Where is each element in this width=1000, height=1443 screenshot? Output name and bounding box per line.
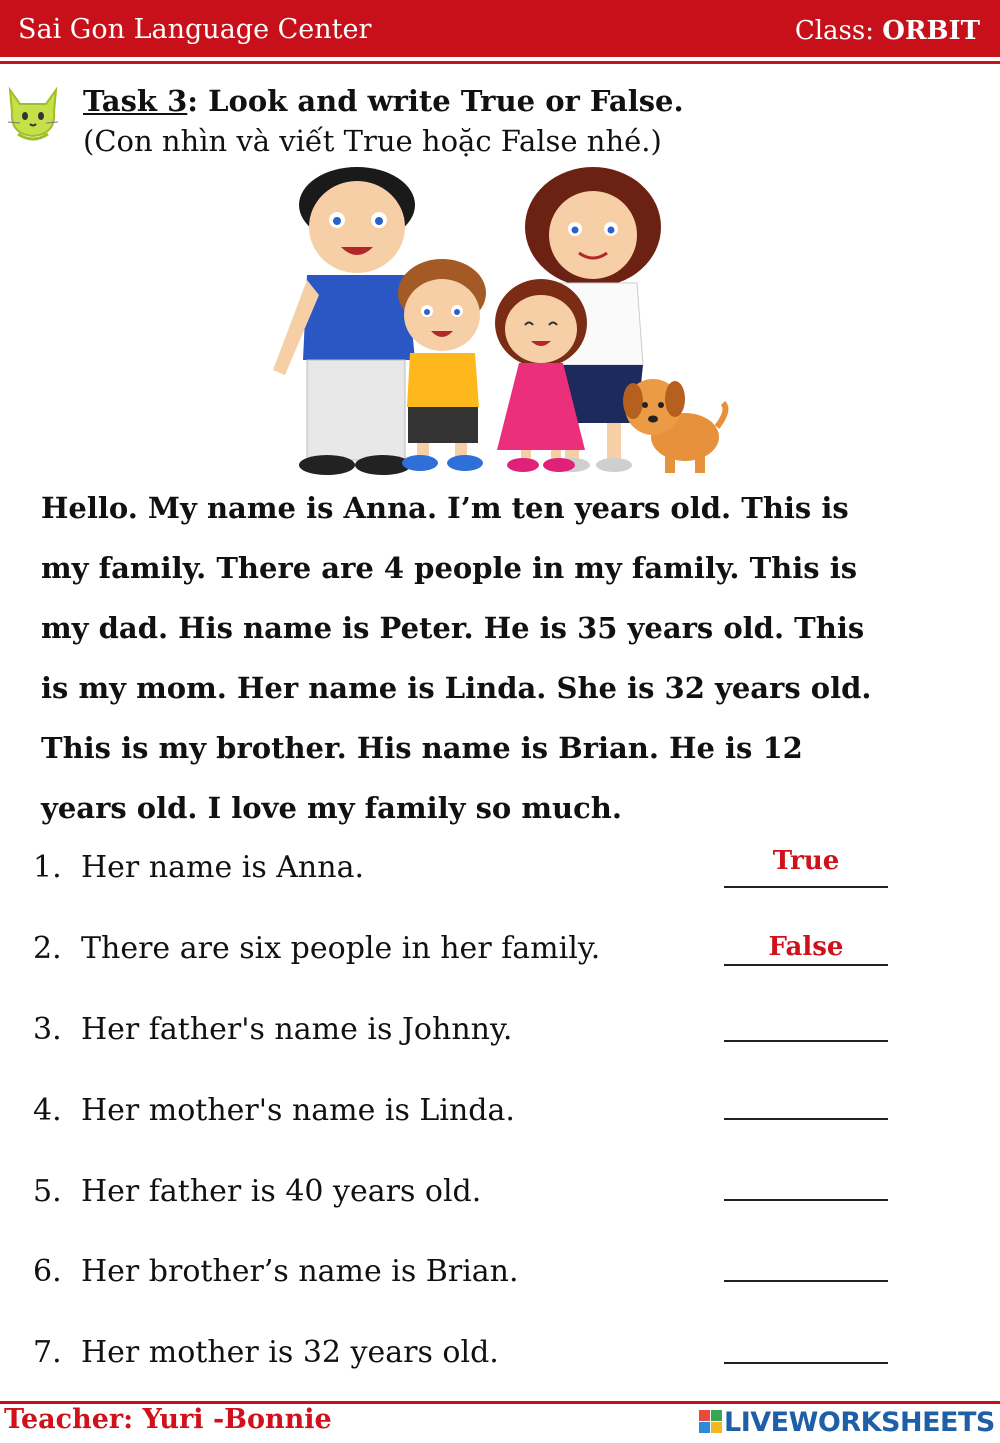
question-text: Her father's name is Johnny.: [81, 1012, 513, 1047]
question-number: 2.: [33, 931, 62, 966]
boy-shorts: [408, 407, 478, 443]
passage-line: my family. There are 4 people in my family. This is: [41, 551, 858, 585]
passage-line: years old. I love my family so much.: [41, 791, 622, 825]
answer-1-value[interactable]: True: [772, 846, 840, 876]
task-title: [83, 84, 684, 118]
cat-icon: [4, 82, 62, 142]
question-text: Her mother's name is Linda.: [81, 1093, 515, 1128]
class-label: Class:: [794, 16, 874, 46]
question-number: 6.: [33, 1254, 62, 1289]
teacher-name: Teacher: Yuri -Bonnie: [4, 1404, 332, 1435]
passage-line: my dad. His name is Peter. He is 35 years old. This: [41, 611, 865, 645]
dad-pants: [307, 360, 405, 460]
answer-1-line[interactable]: [724, 886, 888, 888]
answer-5-line[interactable]: [724, 1199, 888, 1201]
question-number: 3.: [33, 1012, 62, 1047]
answer-2-line[interactable]: [724, 964, 888, 966]
question-3: [33, 1012, 512, 1047]
question-4: [33, 1093, 515, 1128]
liveworksheets-logo-icon: [698, 1408, 724, 1436]
question-text: There are six people in her family.: [81, 931, 601, 966]
passage-line: is my mom. Her name is Linda. She is 32 years old.: [41, 671, 872, 705]
question-text: Her brother’s name is Brian.: [81, 1254, 519, 1289]
question-text: Her mother is 32 years old.: [81, 1335, 499, 1370]
question-6: [33, 1254, 519, 1289]
question-number: 1.: [33, 850, 62, 885]
question-number: 5.: [33, 1174, 62, 1209]
logo-text: LIVEWORKSHEETS: [724, 1406, 995, 1438]
passage-line: Hello. My name is Anna. I’m ten years old. This is: [41, 491, 849, 525]
task-instruction: : Look and write True or False.: [187, 84, 684, 118]
question-text: Her name is Anna.: [81, 850, 364, 885]
header-divider: [0, 61, 1000, 64]
girl-face: [505, 295, 577, 363]
answer-6-line[interactable]: [724, 1280, 888, 1282]
question-7: [33, 1335, 499, 1370]
class-name: ORBIT: [882, 16, 980, 46]
question-number: 4.: [33, 1093, 62, 1128]
header-bar: [0, 0, 1000, 57]
question-1: [33, 850, 364, 885]
question-text: Her father is 40 years old.: [81, 1174, 482, 1209]
task-translation: (Con nhìn và viết True hoặc False nhé.): [83, 124, 662, 158]
dad-face: [309, 181, 405, 273]
task-number: Task 3: [83, 84, 188, 118]
question-number: 7.: [33, 1335, 62, 1370]
boy-shirt: [407, 353, 479, 407]
liveworksheets-logo: [698, 1407, 995, 1437]
center-name: Sai Gon Language Center: [18, 14, 372, 45]
class-info: [795, 16, 980, 46]
boy-face: [404, 279, 480, 351]
family-illustration: [245, 165, 730, 485]
answer-4-line[interactable]: [724, 1118, 888, 1120]
question-2: [33, 931, 600, 966]
reading-passage: [41, 478, 941, 838]
dad-shirt: [303, 275, 415, 360]
question-5: [33, 1174, 481, 1209]
passage-line: This is my brother. His name is Brian. He is 12: [41, 731, 803, 765]
answer-2-value[interactable]: False: [768, 932, 844, 962]
answer-7-line[interactable]: [724, 1362, 888, 1364]
mom-face: [549, 191, 637, 279]
answer-3-line[interactable]: [724, 1040, 888, 1042]
